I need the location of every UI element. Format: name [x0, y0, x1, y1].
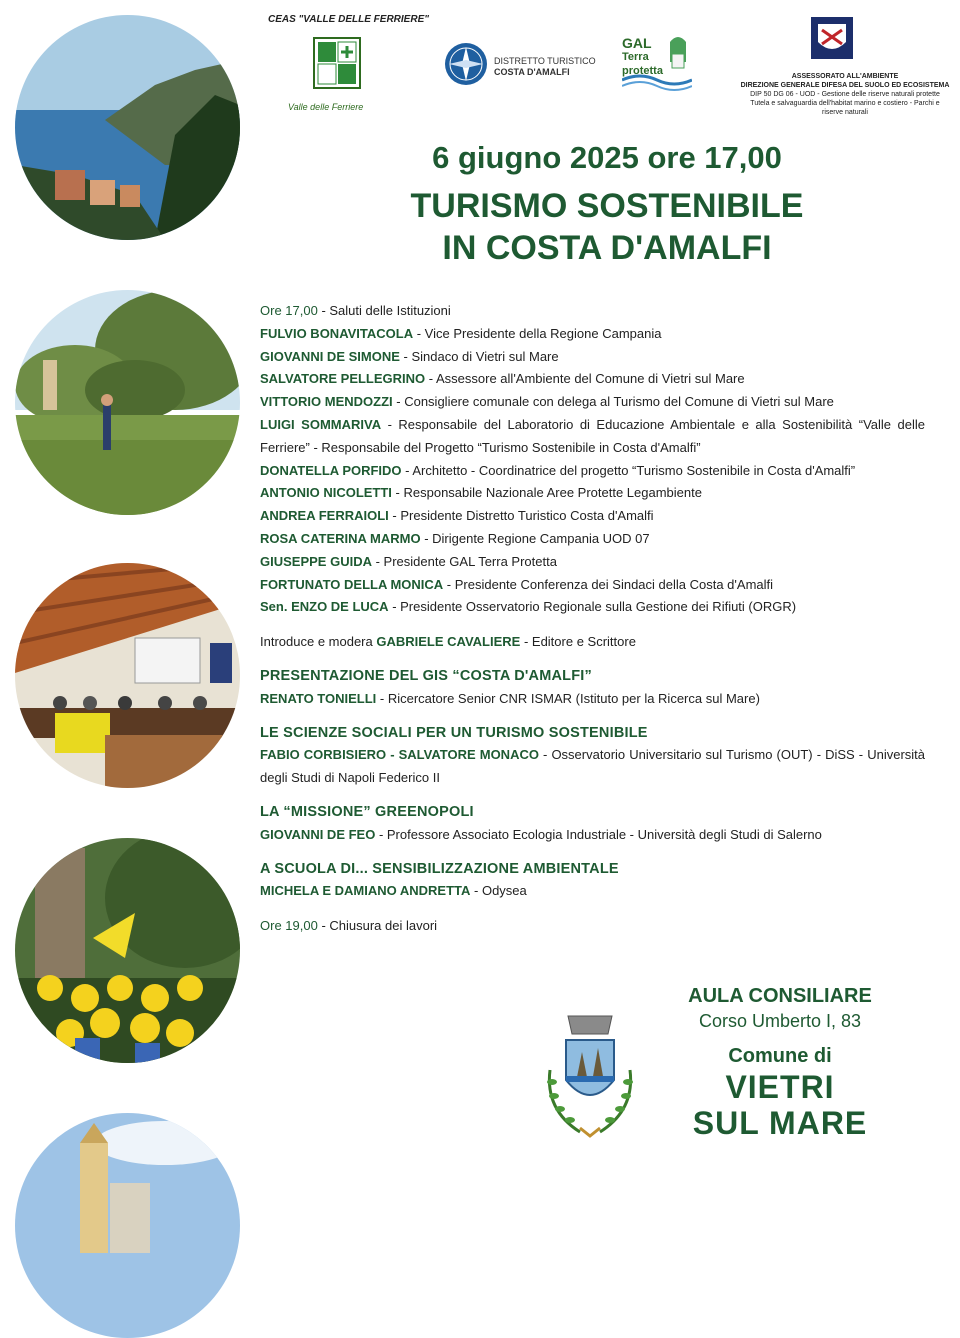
- distretto-label: [494, 56, 596, 78]
- section-title: A SCUOLA DI... SENSIBILIZZAZIONE AMBIENTALE: [260, 860, 619, 877]
- speaker-role: - Responsabile del Laboratorio di Educazione Ambientale e alla Sostenibilità “Valle delle Ferriere” - Responsabile del Progetto “Turismo Sostenibile in Costa d'Amalfi”: [260, 416, 925, 455]
- ceas-label: CEAS "VALLE DELLE FERRIERE": [268, 14, 429, 25]
- photo-olive-grove: [15, 290, 240, 515]
- closing-row: [260, 915, 925, 938]
- section-speaker-row: [260, 744, 925, 790]
- speaker-role: - Vice Presidente della Regione Campania: [413, 325, 662, 341]
- speaker-row: [260, 368, 925, 391]
- speaker-name: GIOVANNI DE SIMONE: [260, 348, 400, 364]
- section-speaker-name: RENATO TONIELLI: [260, 690, 377, 706]
- speaker-name: FULVIO BONAVITACOLA: [260, 325, 414, 341]
- speaker-role: - Dirigente Regione Campania UOD 07: [420, 530, 650, 546]
- program: [260, 300, 925, 938]
- speaker-name: DONATELLA PORFIDO: [260, 462, 402, 478]
- distretto-compass-icon: [444, 42, 488, 91]
- speaker-row: [260, 391, 925, 414]
- speaker-row: [260, 528, 925, 551]
- photo-church-tower: [15, 1113, 240, 1338]
- section-speaker-name: FABIO CORBISIERO - SALVATORE MONACO: [260, 747, 539, 763]
- section-title: LA “MISSIONE” GREENOPOLI: [260, 803, 474, 820]
- section-speaker-role: - Professore Associato Ecologia Industriale - Università degli Studi di Salerno: [375, 826, 822, 842]
- speaker-name: ANDREA FERRAIOLI: [260, 508, 389, 524]
- speaker-role: - Consigliere comunale con delega al Turismo del Comune di Vietri sul Mare: [392, 394, 834, 410]
- regione-label: [740, 72, 950, 117]
- speaker-row: [260, 551, 925, 574]
- speaker-name: ANTONIO NICOLETTI: [260, 485, 392, 501]
- section-speaker-role: - Osservatorio Universitario sul Turismo (OUT) - DiSS - Università degli Studi di Napoli Federico II: [260, 747, 925, 786]
- photo-amalfi-coast: [15, 15, 240, 240]
- speaker-role: - Architetto - Coordinatrice del progetto “Turismo Sostenibile in Costa d'Amalfi”: [401, 462, 856, 478]
- speaker-role: - Presidente Osservatorio Regionale sulla Gestione dei Rifiuti (ORGR): [388, 599, 797, 615]
- speaker-name: ROSA CATERINA MARMO: [260, 530, 421, 546]
- event-title: [262, 185, 952, 269]
- speaker-name: SALVATORE PELLEGRINO: [260, 371, 426, 387]
- speaker-role: - Presidente Conferenza dei Sindaci della Costa d'Amalfi: [443, 576, 774, 592]
- ceas-logo: [312, 36, 362, 101]
- speaker-name: FORTUNATO DELLA MONICA: [260, 576, 444, 592]
- regione-line1: ASSESSORATO ALL'AMBIENTE: [791, 73, 899, 80]
- moderator-prefix: Introduce e modera: [260, 634, 377, 650]
- section-speaker-row: [260, 688, 925, 711]
- speakers-list: [260, 323, 925, 619]
- regione-line2: DIREZIONE GENERALE DIFESA DEL SUOLO ED ECOSISTEMA: [740, 82, 950, 89]
- distretto-line1: DISTRETTO TURISTICO: [494, 56, 596, 66]
- section-speaker-name: GIOVANNI DE FEO: [260, 826, 376, 842]
- speaker-row: [260, 482, 925, 505]
- speaker-row: [260, 574, 925, 597]
- event-title-line2: IN COSTA D'AMALFI: [442, 229, 772, 267]
- speaker-row: [260, 323, 925, 346]
- section-speaker-role: - Ricercatore Senior CNR ISMAR (Istituto per la Ricerca sul Mare): [376, 690, 760, 706]
- venue-aula: AULA CONSILIARE: [688, 985, 872, 1007]
- speaker-row: [260, 596, 925, 619]
- speaker-name: GIUSEPPE GUIDA: [260, 553, 372, 569]
- event-title-line1: TURISMO SOSTENIBILE: [410, 187, 804, 225]
- regione-campania-emblem: [810, 16, 854, 65]
- section-speaker-row: [260, 880, 925, 903]
- closing-text: - Chiusura dei lavori: [317, 918, 438, 934]
- regione-line3: DIP 50 DG 06 - UOD - Gestione delle riserve naturali protette: [750, 91, 940, 98]
- speaker-role: - Sindaco di Vietri sul Mare: [399, 348, 559, 364]
- photo-children-hike: [15, 838, 240, 1063]
- speaker-role: - Responsabile Nazionale Aree Protette Legambiente: [391, 485, 702, 501]
- speaker-role: - Presidente GAL Terra Protetta: [371, 553, 557, 569]
- section-speaker-role: - Odysea: [470, 883, 527, 899]
- moderator-name: GABRIELE CAVALIERE: [376, 634, 521, 650]
- event-date: 6 giugno 2025 ore 17,00: [432, 140, 782, 175]
- speaker-row: [260, 460, 925, 483]
- speaker-row: [260, 414, 925, 460]
- section-title: PRESENTAZIONE DEL GIS “COSTA D'AMALFI”: [260, 667, 592, 684]
- photo-conference-hall: [15, 563, 240, 788]
- speaker-name: LUIGI SOMMARIVA: [260, 416, 382, 432]
- section-speaker-name: MICHELA E DAMIANO ANDRETTA: [260, 883, 471, 899]
- speaker-name: Sen. ENZO DE LUCA: [260, 599, 389, 615]
- gal-line2: Terra: [622, 51, 649, 63]
- moderator-row: [260, 631, 925, 654]
- gal-label: [622, 36, 663, 78]
- opening-text: - Saluti delle Istituzioni: [317, 303, 451, 318]
- partner-logos: [262, 10, 952, 125]
- gal-line1: GAL: [622, 35, 652, 51]
- speaker-role: - Presidente Distretto Turistico Costa d'Amalfi: [388, 508, 654, 524]
- sections-list: [260, 665, 925, 903]
- gal-line3: protetta: [622, 65, 663, 77]
- opening-time: Ore 17,00: [260, 303, 318, 318]
- regione-line4: Tutela e salvaguardia dell'habitat marino e costiero - Parchi e riserve naturali: [750, 100, 940, 116]
- section-title: LE SCIENZE SOCIALI PER UN TURISMO SOSTENIBILE: [260, 724, 648, 741]
- distretto-line2: COSTA D'AMALFI: [494, 67, 570, 77]
- ceas-subtitle: Valle delle Ferriere: [288, 102, 364, 112]
- opening-row: [260, 300, 925, 323]
- speaker-role: - Assessore all'Ambiente del Comune di Vietri sul Mare: [425, 371, 745, 387]
- closing-time: Ore 19,00: [260, 918, 318, 934]
- venue-city-line1: VIETRI: [725, 1069, 835, 1105]
- venue-comune: Comune di: [728, 1045, 832, 1067]
- moderator-role: - Editore e Scrittore: [520, 634, 636, 650]
- speaker-row: [260, 346, 925, 369]
- venue: [665, 983, 895, 1141]
- section-speaker-row: [260, 824, 925, 847]
- speaker-row: [260, 505, 925, 528]
- speaker-name: VITTORIO MENDOZZI: [260, 394, 393, 410]
- venue-address: Corso Umberto I, 83: [698, 1011, 862, 1031]
- venue-city-line2: SUL MARE: [692, 1105, 868, 1141]
- vietri-crest-icon: [540, 1010, 640, 1140]
